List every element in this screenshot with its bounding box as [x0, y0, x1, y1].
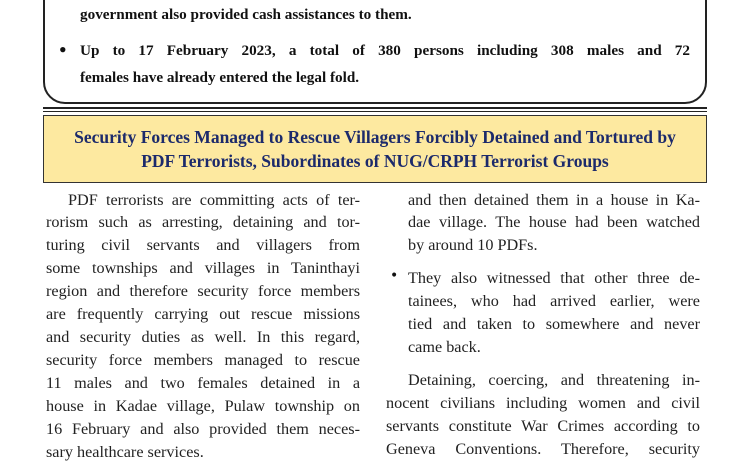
right-col-line: Geneva Conventions. Therefore, security	[386, 440, 700, 458]
headline-line-2: PDF Terrorists, Subordinates of NUG/CRPH Terrorist Groups	[141, 151, 609, 171]
divider-rule-thin	[43, 111, 707, 112]
right-col-line: dae village. The house had been watched	[408, 213, 700, 231]
headline-line-1: Security Forces Managed to Rescue Villagers Forcibly Detained and Tortured by	[74, 127, 676, 147]
left-col-line: turing civil servants and villagers from	[46, 236, 360, 254]
right-col-bullet-line: They also witnessed that other three de-	[408, 269, 700, 287]
box-bullet-line-2: females have already entered the legal fold.	[80, 69, 360, 86]
right-col-line: and then detained them in a house in Ka-	[408, 191, 700, 209]
right-col-bullet-line: tainees, who had arrived earlier, were	[408, 292, 700, 310]
left-col-line: 11 males and two females detained in a	[46, 374, 360, 392]
right-col-line: servants constitute War Crimes according to	[386, 417, 700, 435]
right-col-line: Detaining, coercing, and threatening in-	[408, 371, 700, 389]
left-col-line: are frequently carrying out rescue missions	[46, 305, 360, 323]
right-col-bullet-line: came back.	[408, 338, 481, 356]
left-col-line: house in Kadae village, Pulaw township on	[46, 397, 360, 415]
right-col-bullet-line: tied and taken to somewhere and never	[408, 315, 700, 333]
left-col-line: region and therefore security force members	[46, 282, 360, 300]
left-col-line: rorism such as arresting, detaining and tor-	[46, 213, 360, 231]
left-col-line: security force members managed to rescue	[46, 351, 360, 369]
left-col-line: sary healthcare services.	[46, 443, 204, 461]
article-headline	[43, 115, 707, 183]
left-col-line: some townships and villages in Taninthayi	[46, 259, 360, 277]
bullet-icon: •	[58, 41, 68, 59]
left-col-line: PDF terrorists are committing acts of ter-	[68, 191, 360, 209]
box-bullet-line-1: Up to 17 February 2023, a total of 380 persons including 308 males and 72	[80, 42, 690, 59]
divider-rule	[43, 107, 707, 109]
bullet-icon: •	[390, 268, 399, 284]
right-col-line: by around 10 PDFs.	[408, 236, 538, 254]
box-text-line: government also provided cash assistances to them.	[80, 6, 412, 23]
right-col-line: nocent civilians including women and civil	[386, 394, 700, 412]
left-col-line: and security duties as well. In this regard,	[46, 328, 360, 346]
left-col-line: 16 February and also provided them neces-	[46, 420, 360, 438]
